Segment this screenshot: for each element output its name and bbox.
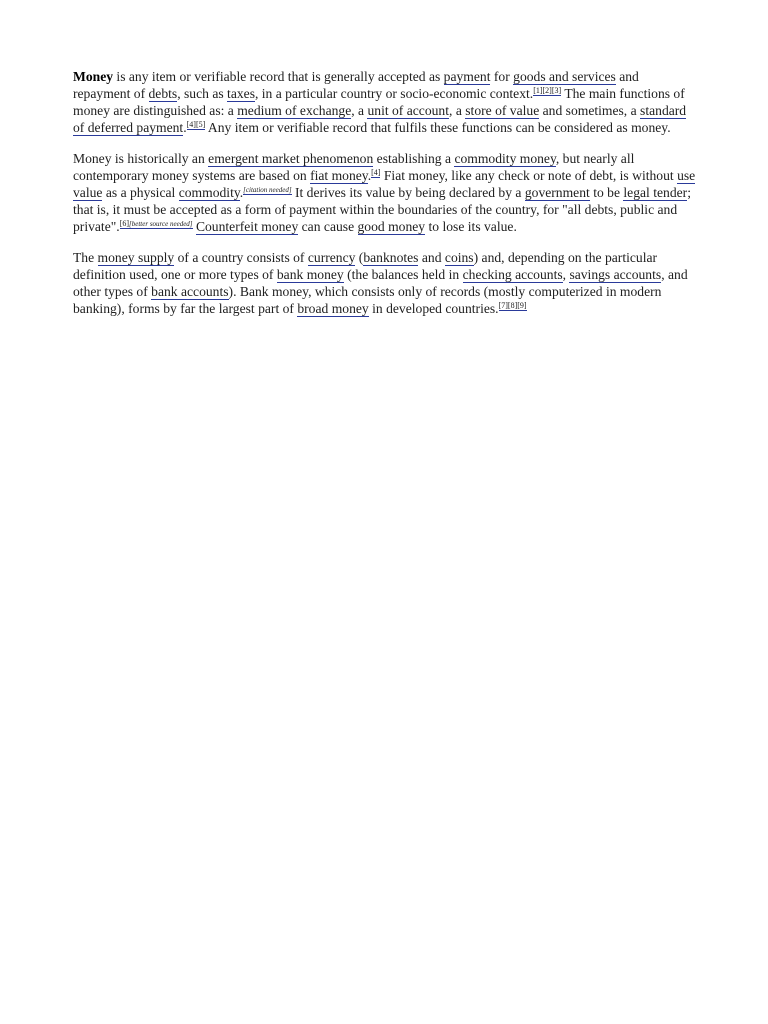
- text: ,: [562, 267, 570, 282]
- ref-7[interactable]: [7]: [498, 301, 508, 310]
- ref-5[interactable]: [5]: [195, 120, 206, 129]
- text: , such as: [177, 86, 228, 101]
- link-taxes[interactable]: taxes: [227, 86, 255, 101]
- text: is any item or verifiable record that is generally accepted as: [113, 69, 444, 84]
- text: .: [183, 120, 187, 135]
- link-bank-money[interactable]: bank money: [276, 267, 344, 282]
- link-citation-needed[interactable]: [citation needed]: [243, 186, 292, 194]
- text: .: [239, 185, 244, 200]
- article-body: [73, 68, 697, 331]
- paragraph-2: [73, 150, 697, 235]
- text: , but nearly all contemporary money systems are based on: [73, 151, 635, 183]
- paragraph-3: [73, 249, 697, 317]
- link-bank-accounts[interactable]: bank accounts: [151, 284, 229, 299]
- term-money: Money: [73, 69, 114, 84]
- text: (the balances held in: [343, 267, 463, 282]
- ref-4[interactable]: [4]: [186, 120, 196, 129]
- text: Money is historically an: [73, 151, 209, 166]
- better-source-needed-note: [129, 220, 193, 229]
- link-better-source-needed[interactable]: [better source needed]: [129, 220, 193, 228]
- link-commodity[interactable]: commodity: [178, 185, 240, 200]
- text: Any item or verifiable record that fulfils these functions can be considered as money.: [205, 120, 671, 135]
- text: , and other types of: [73, 267, 688, 299]
- link-broad-money[interactable]: broad money: [297, 301, 369, 316]
- link-emergent-market-phenomenon[interactable]: emergent market phenomenon: [208, 151, 374, 166]
- ref-2[interactable]: [2]: [542, 86, 552, 95]
- text: ; that is, it must be accepted as a form of payment within the boundaries of the country, for "all debts, public and private".: [73, 185, 691, 234]
- link-unit-of-account[interactable]: unit of account: [367, 103, 450, 118]
- link-checking-accounts[interactable]: checking accounts: [462, 267, 563, 282]
- ref-4[interactable]: [4]: [371, 168, 381, 177]
- link-payment[interactable]: payment: [443, 69, 491, 84]
- text: and sometimes, a: [539, 103, 641, 118]
- link-debts[interactable]: debts: [148, 86, 178, 101]
- link-coins[interactable]: coins: [444, 250, 474, 265]
- text: , a: [449, 103, 466, 118]
- text: establishing a: [373, 151, 455, 166]
- text: The main functions of money are distinguished as: a: [73, 86, 685, 118]
- link-savings-accounts[interactable]: savings accounts: [569, 267, 662, 282]
- citation-needed-note: [243, 186, 291, 195]
- text: to be: [589, 185, 624, 200]
- link-counterfeit-money[interactable]: Counterfeit money: [195, 219, 299, 234]
- link-commodity-money[interactable]: commodity money: [454, 151, 556, 166]
- text: The: [73, 250, 98, 265]
- ref-8[interactable]: [8]: [507, 301, 518, 310]
- link-currency[interactable]: currency: [307, 250, 356, 265]
- link-money-supply[interactable]: money supply: [97, 250, 175, 265]
- text: of a country consists of: [174, 250, 308, 265]
- link-government[interactable]: government: [524, 185, 590, 200]
- text: , a: [351, 103, 368, 118]
- text: ). Bank money, which consists only of records (mostly computerized in modern banking), forms by far the largest part of: [73, 284, 662, 316]
- reference-group: [499, 301, 527, 311]
- text: can cause: [298, 219, 358, 234]
- link-banknotes[interactable]: banknotes: [363, 250, 419, 265]
- ref-6[interactable]: [6]: [119, 219, 130, 228]
- link-standard-of-deferred-payment[interactable]: standard of deferred payment: [73, 103, 687, 135]
- link-legal-tender[interactable]: legal tender: [623, 185, 688, 200]
- text: .: [367, 168, 372, 183]
- text: for: [490, 69, 514, 84]
- text: (: [355, 250, 364, 265]
- link-good-money[interactable]: good money: [357, 219, 426, 234]
- text: to lose its value.: [425, 219, 517, 234]
- reference-group: [120, 219, 129, 229]
- text: in developed countries.: [368, 301, 499, 316]
- link-goods-and-services[interactable]: goods and services: [513, 69, 616, 84]
- text: ) and, depending on the particular definition used, one or more types of: [73, 250, 658, 282]
- text: as a physical: [102, 185, 179, 200]
- link-use-value[interactable]: use value: [73, 168, 696, 200]
- text: and: [418, 250, 445, 265]
- text: Fiat money, like any check or note of debt, is without: [380, 168, 678, 183]
- ref-9[interactable]: [9]: [517, 301, 527, 310]
- text: , in a particular country or socio-economic context.: [254, 86, 534, 101]
- text: and repayment of: [73, 69, 639, 101]
- link-store-of-value[interactable]: store of value: [465, 103, 540, 118]
- ref-3[interactable]: [3]: [551, 86, 562, 95]
- link-fiat-money[interactable]: fiat money: [310, 168, 368, 183]
- paragraph-1: [73, 68, 697, 136]
- text: It derives its value by being declared by a: [291, 185, 525, 200]
- reference-group: [533, 86, 561, 96]
- ref-1[interactable]: [1]: [533, 86, 543, 95]
- reference-group: [187, 120, 206, 130]
- link-medium-of-exchange[interactable]: medium of exchange: [237, 103, 352, 118]
